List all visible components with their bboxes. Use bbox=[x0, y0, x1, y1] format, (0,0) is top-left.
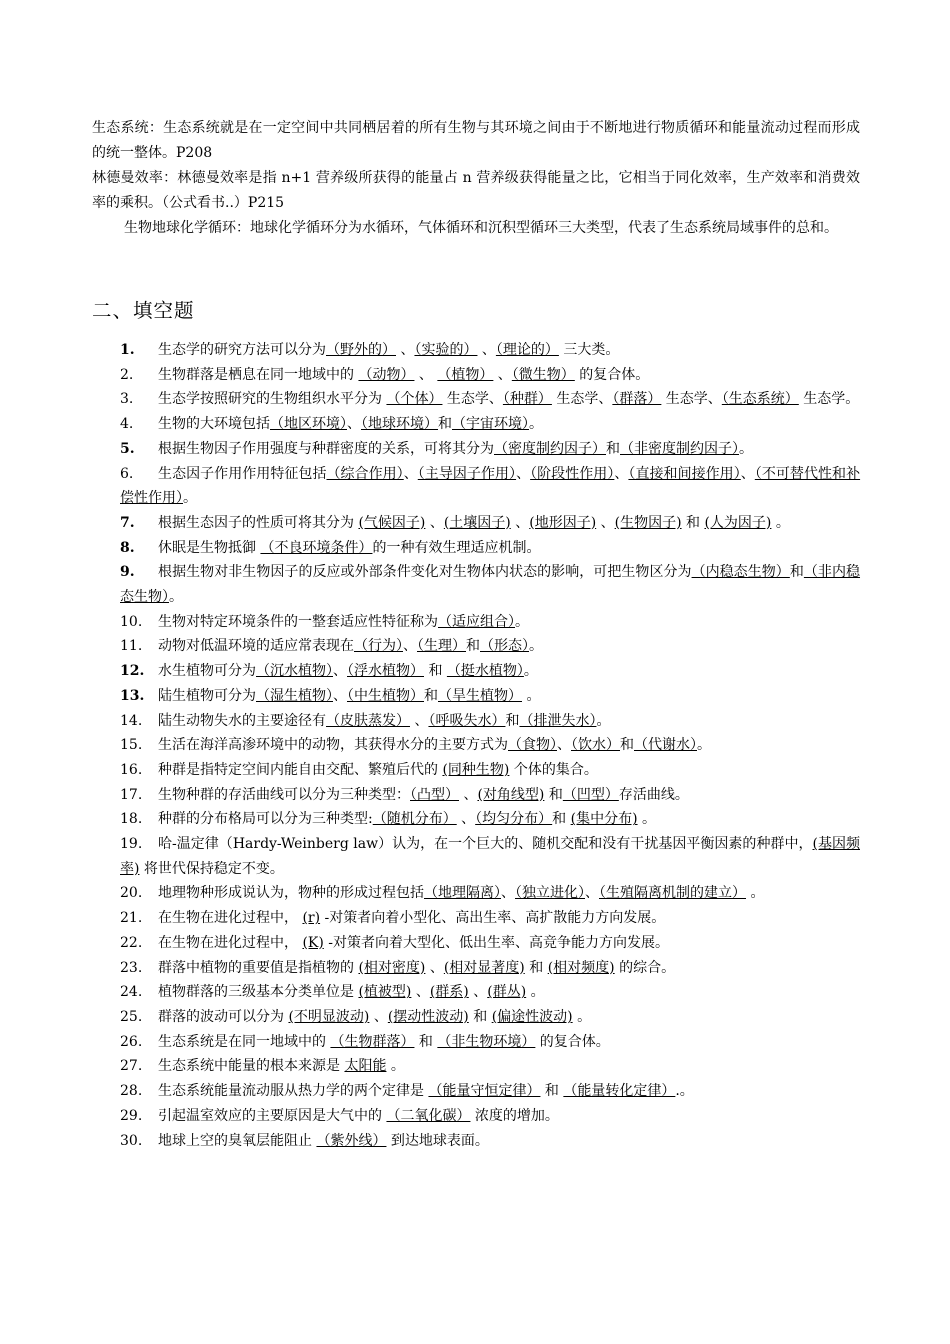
question-text: 、 bbox=[516, 465, 531, 482]
question-text: 根据生物因子作用强度与种群密度的关系，可将其分为 bbox=[158, 440, 494, 457]
question-item bbox=[120, 758, 860, 783]
question-item bbox=[120, 659, 860, 684]
answer-blank: （排泄失水） bbox=[519, 712, 597, 729]
question-text: 和 bbox=[468, 1008, 492, 1025]
question-text: 生态学按照研究的生物组织水平分为 bbox=[158, 391, 387, 408]
answer-blank: （适应组合） bbox=[438, 613, 515, 630]
question-text: 到达地球表面。 bbox=[386, 1132, 489, 1149]
question-text: 。 bbox=[739, 440, 753, 457]
question-number: 18. bbox=[120, 811, 143, 828]
question-text: 地球上空的臭氧层能阻止 bbox=[158, 1132, 317, 1149]
answer-blank: （内稳态生物） bbox=[691, 564, 790, 581]
section-title: 二、填空题 bbox=[92, 299, 195, 322]
question-text: 生态系统中能量的根本来源是 bbox=[158, 1058, 345, 1075]
answer-blank: （宇宙环境） bbox=[452, 416, 529, 433]
question-number: 23. bbox=[120, 959, 143, 976]
question-text: 、 bbox=[493, 366, 512, 383]
answer-blank: （皮肤蒸发） bbox=[326, 712, 410, 729]
answer-blank: (气候因子) bbox=[358, 514, 426, 531]
answer-blank: （行为） bbox=[354, 638, 403, 655]
question-text: 、 bbox=[456, 811, 476, 828]
question-text: 地理物种形成说认为，物种的形成过程包括 bbox=[158, 885, 424, 902]
answer-blank: (地形因子) bbox=[529, 514, 597, 531]
answer-blank: （生殖隔离机制的建立） bbox=[599, 885, 746, 902]
question-text: 和 bbox=[606, 440, 620, 457]
answer-blank: （直接和间接作用） bbox=[628, 465, 741, 482]
answer-blank: （微生物） bbox=[511, 366, 575, 383]
question-text: 的一种有效生理适应机制。 bbox=[372, 539, 541, 556]
answer-blank: （形态） bbox=[480, 638, 529, 655]
question-text: 。 bbox=[697, 737, 711, 754]
answer-blank: （动物） bbox=[358, 366, 415, 383]
answer-blank: （密度制约因子） bbox=[494, 440, 606, 457]
question-text: 生态学、 bbox=[551, 391, 613, 408]
question-text: 的复合体。 bbox=[574, 366, 650, 383]
question-text: 生态学、 bbox=[442, 391, 503, 408]
answer-blank: (相对频度) bbox=[547, 959, 615, 976]
question-item bbox=[120, 1104, 860, 1129]
question-item bbox=[120, 363, 860, 388]
question-number: 11. bbox=[120, 638, 143, 655]
question-text: 种群是指特定空间内能自由交配、繁殖后代的 bbox=[158, 761, 443, 778]
question-item bbox=[120, 387, 860, 412]
question-text: 。 bbox=[515, 613, 529, 630]
question-text: 。 bbox=[169, 589, 183, 606]
question-text: 。 bbox=[529, 416, 543, 433]
question-text: 生态学的研究方法可以分为 bbox=[158, 342, 326, 358]
question-text: 。 bbox=[637, 811, 657, 828]
question-item bbox=[120, 634, 860, 659]
question-item bbox=[120, 511, 860, 536]
question-item bbox=[120, 610, 860, 635]
answer-blank: （独立进化） bbox=[515, 885, 585, 902]
question-text: 动物对低温环境的适应常表现在 bbox=[158, 638, 354, 655]
definition-lindeman-efficiency: 林德曼效率：林德曼效率是指 n+1 营养级所获得的能量占 n 营养级获得能量之比，它相当于同化效率，生产效率和消费效率的乘积。（公式看书..）P215 bbox=[92, 170, 860, 211]
question-item bbox=[120, 980, 860, 1005]
question-text: 生态系统能量流动服从热力学的两个定律是 bbox=[158, 1083, 429, 1100]
answer-blank: (偏途性波动) bbox=[491, 1008, 573, 1025]
answer-blank: （植物） bbox=[437, 366, 494, 383]
question-text: 在生物在进化过程中， bbox=[158, 910, 303, 927]
answer-blank: （种群） bbox=[502, 391, 552, 408]
answer-blank: （非密度制约因子） bbox=[620, 440, 739, 457]
question-text: 。 bbox=[526, 984, 545, 1001]
question-number: 28. bbox=[120, 1083, 143, 1100]
question-text: 和 bbox=[524, 959, 548, 976]
answer-blank: （群落） bbox=[612, 391, 662, 408]
answer-blank: （地区环境） bbox=[270, 416, 347, 433]
question-number: 20. bbox=[120, 885, 143, 902]
question-number: 3. bbox=[120, 391, 134, 408]
answer-blank: 太阳能 bbox=[344, 1058, 387, 1075]
question-text: 植物群落的三级基本分类单位是 bbox=[158, 984, 359, 1001]
question-number: 14. bbox=[120, 712, 143, 729]
question-text: 生态学、 bbox=[661, 391, 722, 408]
question-text: -对策者向着小型化、高出生率、高扩散能力方向发展。 bbox=[320, 910, 666, 927]
question-item bbox=[120, 1054, 860, 1079]
question-item bbox=[120, 536, 860, 561]
answer-blank: （生态系统） bbox=[721, 391, 799, 408]
definition-ecosystem: 生态系统：生态系统就是在一定空间中共同栖居着的所有生物与其环境之间由于不断地进行物质循环和能量流动过程而形成的统一整体。P208 bbox=[92, 120, 860, 161]
question-text: 生态因子作用作用特征包括 bbox=[158, 465, 327, 482]
question-item bbox=[120, 462, 860, 511]
question-text: 休眠是生物抵御 bbox=[158, 539, 261, 556]
answer-blank: (同种生物) bbox=[442, 761, 510, 778]
question-text: 、 bbox=[585, 885, 599, 902]
answer-blank: (群丛) bbox=[487, 984, 527, 1001]
answer-blank: (不明显波动) bbox=[288, 1008, 370, 1025]
answer-blank: （地球环境） bbox=[361, 416, 438, 433]
question-text: .。 bbox=[675, 1083, 694, 1100]
question-text: 、 bbox=[510, 514, 530, 531]
answer-blank: （主导因子作用） bbox=[417, 465, 517, 482]
question-number: 4. bbox=[120, 416, 134, 433]
answer-blank: (基因频率) bbox=[120, 836, 860, 877]
answer-blank: （均匀分布） bbox=[475, 811, 553, 828]
answer-blank: （凸型） bbox=[410, 786, 459, 803]
question-list bbox=[120, 338, 860, 1153]
question-number: 16. bbox=[120, 761, 143, 778]
question-number: 27. bbox=[120, 1058, 143, 1075]
question-text: 。 bbox=[386, 1058, 405, 1075]
answer-blank: （能量守恒定律） bbox=[428, 1083, 541, 1100]
question-item bbox=[120, 733, 860, 758]
answer-blank: （不良环境条件） bbox=[260, 539, 373, 556]
question-text: 陆生动物失水的主要途径有 bbox=[158, 712, 326, 729]
question-number: 19. bbox=[120, 836, 143, 853]
answer-blank: （代谢水） bbox=[634, 737, 697, 754]
question-text: 、 bbox=[410, 712, 429, 729]
answer-blank: （二氧化碳） bbox=[386, 1107, 471, 1124]
answer-blank: (集中分布) bbox=[570, 811, 638, 828]
answer-blank: （挺水植物） bbox=[446, 663, 524, 680]
question-item bbox=[120, 956, 860, 981]
question-number: 6. bbox=[120, 465, 134, 482]
question-number: 12. bbox=[120, 663, 145, 680]
question-text: 、 bbox=[740, 465, 755, 482]
answer-blank: （不可替代性和补偿性作用） bbox=[120, 465, 861, 507]
question-item bbox=[120, 1079, 860, 1104]
question-text: 和 bbox=[681, 514, 705, 531]
answer-blank: (土壤因子) bbox=[443, 514, 511, 531]
question-text: 、 bbox=[411, 984, 430, 1001]
question-text: 、 bbox=[414, 366, 438, 383]
answer-blank: (相对密度) bbox=[358, 959, 426, 976]
question-number: 26. bbox=[120, 1033, 143, 1050]
answer-blank: （饮水） bbox=[571, 737, 620, 754]
question-text: 、 bbox=[425, 514, 444, 531]
question-item bbox=[120, 783, 860, 808]
question-item bbox=[120, 1030, 860, 1055]
answer-blank: (生物因子) bbox=[614, 514, 682, 531]
question-text: 和 bbox=[789, 564, 804, 581]
definitions-block bbox=[92, 116, 860, 241]
question-text: 。 bbox=[596, 712, 611, 729]
question-text: 水生植物可分为 bbox=[158, 663, 256, 680]
question-text: 在生物在进化过程中， bbox=[158, 934, 303, 951]
answer-blank: （浮水植物） bbox=[347, 663, 424, 680]
answer-blank: （中生植物） bbox=[347, 687, 424, 704]
question-text: 生物群落是栖息在同一地域中的 bbox=[158, 366, 359, 383]
question-number: 10. bbox=[120, 613, 143, 630]
answer-blank: （旱生植物） bbox=[438, 687, 522, 704]
question-text: 的复合体。 bbox=[535, 1033, 610, 1050]
answer-blank: （食物） bbox=[508, 737, 557, 754]
question-item bbox=[120, 684, 860, 709]
question-text: 、 bbox=[403, 638, 417, 655]
question-number: 25. bbox=[120, 1008, 143, 1025]
question-text: 。 bbox=[529, 638, 543, 655]
question-text: 哈-温定律（Hardy-Weinberg law）认为，在一个巨大的、随机交配和没有干扰基因平衡因素的种群中， bbox=[158, 836, 813, 853]
answer-blank: （凹型） bbox=[562, 786, 619, 803]
question-text: 、 bbox=[369, 1008, 388, 1025]
question-number: 21. bbox=[120, 910, 143, 927]
question-item bbox=[120, 437, 860, 462]
question-number: 9. bbox=[120, 564, 135, 581]
question-number: 5. bbox=[120, 440, 135, 457]
question-text: 和 bbox=[424, 663, 447, 680]
question-item bbox=[120, 1129, 860, 1154]
question-number: 17. bbox=[120, 786, 143, 803]
question-text: 个体的集合。 bbox=[509, 761, 598, 778]
question-text: 、 bbox=[557, 737, 571, 754]
answer-blank: （生物群落） bbox=[330, 1033, 415, 1050]
definition-biogeochemical-cycle: 生物地球化学循环：地球化学循环分为水循环，气体循环和沉积型循环三大类型，代表了生态系统局域事件的总和。 bbox=[124, 220, 838, 236]
question-text: 、 bbox=[614, 465, 629, 482]
question-text: 生态学。 bbox=[798, 391, 860, 408]
question-item bbox=[120, 338, 860, 363]
question-number: 2. bbox=[120, 366, 134, 383]
question-text: 。 bbox=[183, 490, 197, 507]
answer-blank: （阶段性作用） bbox=[530, 465, 615, 482]
answer-blank: （地理隔离） bbox=[424, 885, 501, 902]
question-text: 将世代保持稳定不变。 bbox=[139, 860, 284, 877]
question-number: 24. bbox=[120, 984, 143, 1001]
question-text: 和 bbox=[544, 786, 563, 803]
question-item bbox=[120, 832, 860, 881]
answer-blank: (相对显著度) bbox=[443, 959, 525, 976]
question-text: 群落的波动可以分为 bbox=[158, 1008, 289, 1025]
question-text: 。 bbox=[771, 514, 790, 531]
question-text: 。 bbox=[522, 687, 541, 704]
question-number: 22. bbox=[120, 934, 143, 951]
question-text: 和 bbox=[505, 712, 520, 729]
question-text: 、 bbox=[468, 984, 488, 1001]
question-number: 8. bbox=[120, 539, 135, 556]
answer-blank: （随机分布） bbox=[372, 811, 457, 828]
answer-blank: (r) bbox=[302, 910, 321, 927]
answer-blank: （实验的） bbox=[414, 342, 478, 358]
answer-blank: (K) bbox=[302, 934, 324, 951]
question-text: 生物的大环境包括 bbox=[158, 416, 270, 433]
question-text: 。 bbox=[746, 885, 765, 902]
question-text: 和 bbox=[540, 1083, 564, 1100]
question-item bbox=[120, 906, 860, 931]
question-text: 、 bbox=[501, 885, 515, 902]
question-text: 的综合。 bbox=[614, 959, 676, 976]
answer-blank: （紫外线） bbox=[316, 1132, 387, 1149]
answer-blank: (对角线型) bbox=[477, 786, 545, 803]
question-number: 7. bbox=[120, 514, 135, 531]
question-number: 15. bbox=[120, 737, 143, 754]
question-text: 。 bbox=[523, 663, 538, 680]
question-text: 根据生物对非生物因子的反应或外部条件变化对生物体内状态的影响，可把生物区分为 bbox=[158, 564, 692, 581]
answer-blank: (群系) bbox=[429, 984, 469, 1001]
question-item bbox=[120, 709, 860, 734]
question-text: 、 bbox=[403, 465, 418, 482]
question-text: 和 bbox=[620, 737, 634, 754]
question-item bbox=[120, 931, 860, 956]
question-text: 和 bbox=[438, 416, 452, 433]
answer-blank: （非生物环境） bbox=[437, 1033, 536, 1050]
question-text: 、 bbox=[425, 959, 444, 976]
answer-blank: （沉水植物） bbox=[256, 663, 333, 680]
answer-blank: (摆动性波动) bbox=[387, 1008, 469, 1025]
question-item bbox=[120, 560, 860, 609]
question-item bbox=[120, 1005, 860, 1030]
answer-blank: （综合作用） bbox=[326, 465, 404, 482]
question-text: 、 bbox=[333, 663, 347, 680]
question-number: 30. bbox=[120, 1132, 143, 1149]
question-text: 种群的分布格局可以分为三种类型: bbox=[158, 811, 373, 828]
answer-blank: (人为因子) bbox=[704, 514, 772, 531]
question-text: 和 bbox=[414, 1033, 438, 1050]
question-text: 三大类。 bbox=[558, 342, 620, 358]
question-text: -对策者向着大型化、低出生率、高竞争能力方向发展。 bbox=[323, 934, 670, 951]
answer-blank: （个体） bbox=[386, 391, 443, 408]
question-text: 生活在海洋高渗环境中的动物，其获得水分的主要方式为 bbox=[158, 737, 508, 754]
answer-blank: （湿生植物） bbox=[256, 687, 333, 704]
question-text: 引起温室效应的主要原因是大气中的 bbox=[158, 1107, 387, 1124]
question-number: 1. bbox=[120, 342, 135, 358]
question-text: 、 bbox=[396, 342, 415, 358]
question-text: 和 bbox=[424, 687, 438, 704]
answer-blank: （非内稳态生物） bbox=[120, 564, 861, 606]
answer-blank: （理论的） bbox=[495, 342, 559, 358]
question-text: 生物对特定环境条件的一整套适应性特征称为 bbox=[158, 613, 438, 630]
question-text: 浓度的增加。 bbox=[470, 1107, 559, 1124]
answer-blank: （能量转化定律） bbox=[563, 1083, 676, 1100]
question-text: 存活曲线。 bbox=[618, 786, 689, 803]
question-text: 生物种群的存活曲线可以分为三种类型： bbox=[158, 786, 410, 803]
question-text: 、 bbox=[459, 786, 478, 803]
answer-blank: (植被型) bbox=[358, 984, 412, 1001]
question-number: 29. bbox=[120, 1107, 143, 1124]
question-text: 、 bbox=[347, 416, 361, 433]
answer-blank: （野外的） bbox=[326, 342, 396, 358]
question-text: 。 bbox=[572, 1008, 592, 1025]
question-item bbox=[120, 807, 860, 832]
question-text: 根据生态因子的性质可将其分为 bbox=[158, 514, 359, 531]
question-text: 、 bbox=[596, 514, 615, 531]
question-text: 、 bbox=[333, 687, 347, 704]
question-text: 生态系统是在同一地域中的 bbox=[158, 1033, 331, 1050]
question-text: 和 bbox=[466, 638, 480, 655]
question-item bbox=[120, 412, 860, 437]
question-number: 13. bbox=[120, 687, 145, 704]
question-text: 、 bbox=[477, 342, 496, 358]
answer-blank: （生理） bbox=[417, 638, 466, 655]
answer-blank: （呼吸失水） bbox=[428, 712, 506, 729]
question-item bbox=[120, 881, 860, 906]
question-text: 群落中植物的重要值是指植物的 bbox=[158, 959, 359, 976]
question-text: 和 bbox=[552, 811, 571, 828]
question-text: 陆生植物可分为 bbox=[158, 687, 256, 704]
